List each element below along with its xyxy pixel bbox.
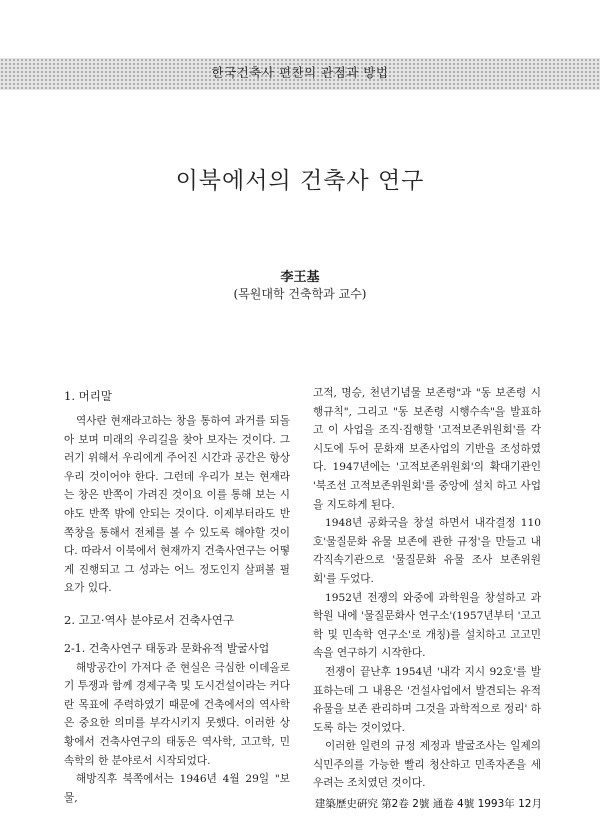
right-paragraph-3: 1952년 전쟁의 와중에 과학원을 창설하고 과학원 내에 '물질문화사 연구소'(1957년부터 '고고학 및 민속학 연구소'로 개칭)를 설치하고 고고민속을 연구하기 시작한다.	[313, 591, 541, 660]
running-header: 한국건축사 편찬의 관점과 방법	[211, 65, 389, 80]
right-paragraph-2: 1948년 공화국을 창설 하면서 내각결정 110호'물질문화 유물 보존에 관한 규정'을 만들고 내각직속기관으로 '물질문화 유물 조사 보존위원회'를 두었다.	[313, 517, 541, 585]
section-1-paragraph: 역사란 현재라고하는 창을 통하여 과거를 되돌아 보며 미래의 우리길을 찾아 보자는 것이다. 그러기 위해서 우리에게 주어진 시간과 공간은 항상 우리 것이어야 한다. 그런데 우리가 보는 현재라는 창은 반쪽이 가려진 것이요 이를 통해 보는 시야도 반쪽 밖에 안되는 것이다. 이제부터라도 반쪽창을 통해서 전체를 볼 수 있도록 해야할 것이다. 따라서 이북에서 현재까지 건축사연구는 어떻게 진행되고 그 성과는 어느 정도인지 살펴볼 필요가 있다.	[64, 415, 290, 595]
left-column	[64, 384, 290, 807]
right-column	[313, 384, 541, 793]
author-affiliation: (목원대학 건축학과 교수)	[233, 287, 367, 301]
journal-footer: 建築歷史硏究 第2卷 2號 通卷 4號 1993年 12月	[314, 798, 542, 810]
right-paragraph-5: 이러한 일련의 규정 제정과 발굴조사는 일제의 식민주의를 가능한 빨리 청산하고 민족자존을 세우려는 조치였던 것이다.	[313, 740, 541, 790]
section-2-paragraph-1: 해방공간이 가져다 준 현실은 극심한 이데올로기 투쟁과 함께 경제구축 및 도시건설이라는 커다란 목표에 주력하였기 때문에 건축에서의 역사학은 중요한 의미를 부각시키지 못했다. 이러한 상황에서 건축사연구의 태동은 역사학, 고고학, 민속학의 한 분야로서 시작되었다.	[64, 661, 290, 767]
right-paragraph-4: 전쟁이 끝난후 1954년 '내각 지시 92호'를 발표하는데 그 내용은 '건설사업에서 발견되는 유적 유물을 보존 관리하며 그것을 과학적으로 정리' 하도록 하는 것이었다.	[313, 665, 541, 734]
section-2-paragraph-2: 해방직후 북쪽에서는 1946년 4월 29일 "보물,	[64, 773, 290, 804]
section-2-heading: 2. 고고·역사 분야로서 건축사연구	[64, 612, 235, 627]
right-paragraph-1: 고적, 명승, 천년기념물 보존령"과 "동 보존령 시행규칙", 그리고 "동 보존령 시행수속"을 발표하고 이 사업을 조직·집행할 '고적보존위원회'를 각 시도에 두어 문화재 보존사업의 기반을 조성하였다. 1947년에는 '고적보존위원회'의 확대기관인 '북조선 고적보존위원회'를 중앙에 설치 하고 사업을 지도하게 된다.	[313, 387, 541, 511]
subsection-2-1-heading: 2-1. 건축사연구 태동과 문화유적 발굴사업	[64, 641, 270, 655]
article-title: 이북에서의 건축사 연구	[175, 168, 425, 194]
section-1-heading: 1. 머리말	[64, 389, 112, 403]
author-name: 李王基	[280, 270, 320, 285]
